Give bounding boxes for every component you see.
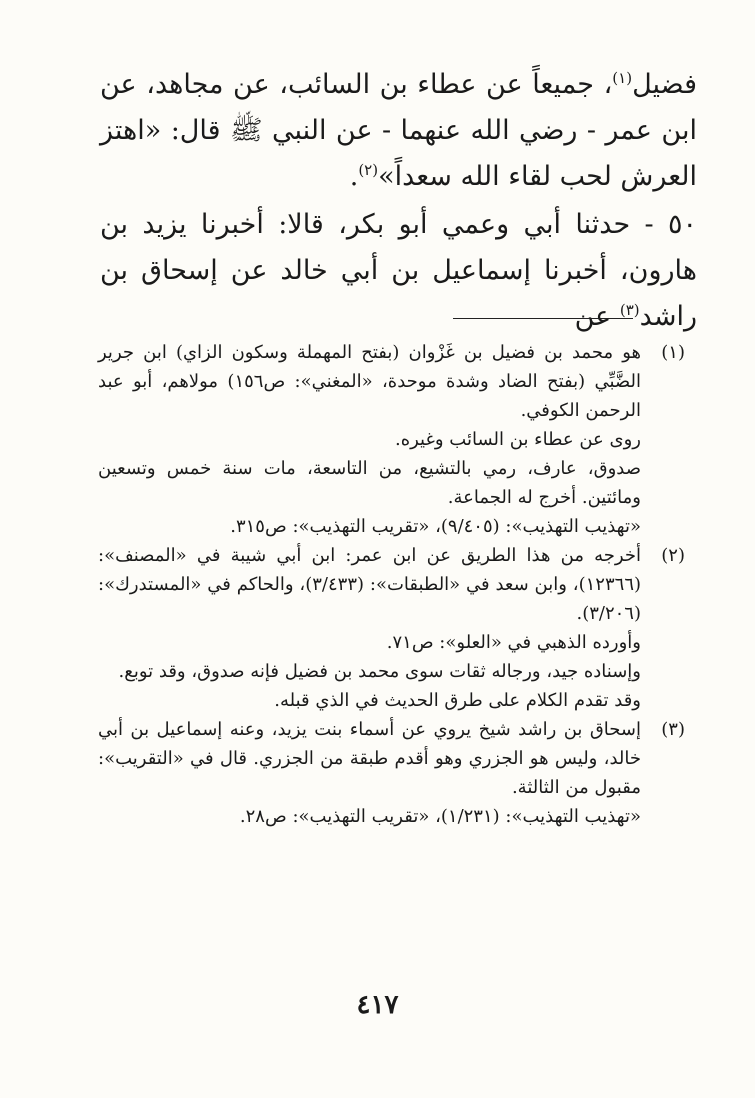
footnote-ref-1: (١) [612, 69, 633, 87]
footnote-number: (٢) [661, 545, 685, 566]
para1-text-body: ، جميعاً عن عطاء بن السائب، عن مجاهد، عن ابن عمر - رضي الله عنهما - عن النبي ﷺ قال: «اهتز العرش لحب لقاء الله سعداً» [100, 69, 697, 192]
footnote-1 [98, 338, 685, 541]
main-text [100, 62, 697, 340]
main-paragraph-2 [100, 202, 697, 340]
para1-text-start: فضيل [632, 69, 697, 100]
footnote-line: وأورده الذهبي في «العلو»: ص٧١. [386, 632, 641, 653]
footnote-line: أخرجه من هذا الطريق عن ابن عمر: ابن أبي شيبة في «المصنف»: (١٢٣٦٦)، وابن سعد في «الطبقات»: (٣/٤٣٣)، والحاكم في «المستدرك»: (٣/٢٠٦). [98, 545, 642, 624]
para2-text-body: ٥٠ - حدثنا أبي وعمي أبو بكر، قالا: أخبرنا يزيد بن هارون، أخبرنا إسماعيل بن أبي خالد عن إسحاق بن راشد [100, 209, 697, 332]
footnote-line: إسحاق بن راشد شيخ يروي عن أسماء بنت يزيد، وعنه إسماعيل بن أبي خالد، وليس هو الجزري وهو أقدم طبقة من الجزري. قال في «التقريب»: مقبول من الثالثة. [98, 719, 641, 798]
footnote-ref-3: (٣) [619, 301, 640, 319]
footnote-line: وقد تقدم الكلام على طرق الحديث في الذي قبله. [274, 690, 641, 711]
para1-text-end: . [349, 161, 359, 192]
footnote-line: روى عن عطاء بن السائب وغيره. [394, 429, 641, 450]
footnote-line: صدوق، عارف، رمي بالتشيع، من التاسعة، مات سنة خمس وتسعين ومائتين. أخرج له الجماعة. [98, 458, 641, 508]
page-number: ٤١٧ [356, 990, 399, 1020]
footnote-line: «تهذيب التهذيب»: (١/٢٣١)، «تقريب التهذيب»: ص٢٨. [239, 806, 641, 827]
footnote-separator [453, 318, 633, 319]
footnote-line: وإسناده جيد، ورجاله ثقات سوى محمد بن فضيل فإنه صدوق، وقد توبع. [118, 661, 641, 682]
footnote-ref-2: (٢) [358, 161, 379, 179]
footnote-2 [98, 541, 685, 715]
para2-text-end: عن [574, 301, 620, 332]
footnote-line: «تهذيب التهذيب»: (٩/٤٠٥)، «تقريب التهذيب»: ص٣١٥. [230, 516, 641, 537]
footnote-3 [98, 715, 685, 831]
footnotes [98, 338, 685, 831]
main-paragraph-1 [100, 62, 697, 200]
footnote-number: (٣) [661, 719, 685, 740]
footnote-number: (١) [661, 342, 685, 363]
footnote-line: هو محمد بن فضيل بن غَزْوان (بفتح المهملة وسكون الزاي) ابن جرير الضَّبِّي (بفتح الضاد وشدة موحدة، «المغني»: ص١٥٦) مولاهم، أبو عبد الرحمن الكوفي. [98, 342, 642, 421]
